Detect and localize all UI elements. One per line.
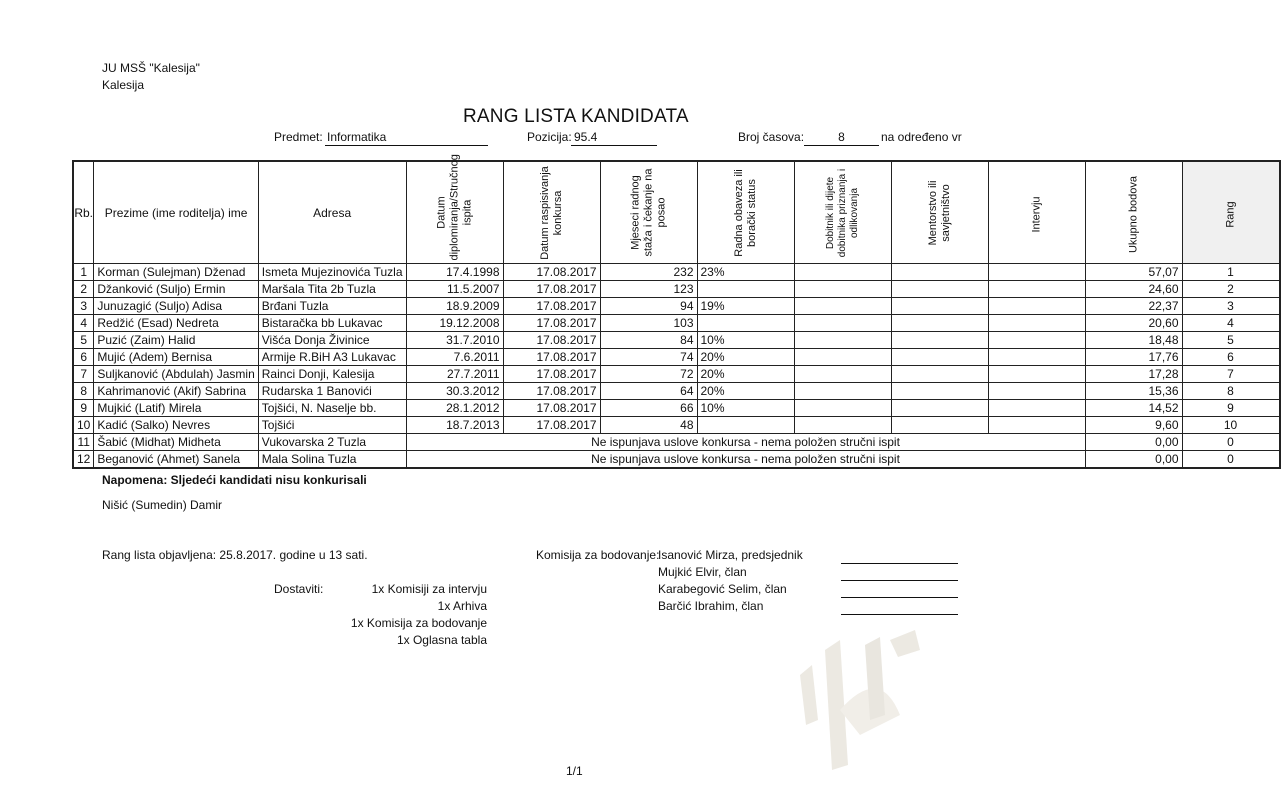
cell-radna-obaveza: 20% [697,349,794,366]
signature-line [841,597,958,598]
cell-name: Šabić (Midhat) Midheta [94,434,258,451]
cell-adresa: Armije R.BiH A3 Lukavac [258,349,406,366]
cell-datum-diplomiranja: 19.12.2008 [406,315,503,332]
col-rang [1182,161,1280,264]
table-row [73,315,1280,332]
cell-intervju [988,400,1085,417]
col-adresa: Adresa [258,161,406,264]
cell-name: Kahrimanović (Akif) Sabrina [94,383,258,400]
cell-name: Kadić (Salko) Nevres [94,417,258,434]
dostaviti-label: Dostaviti: [274,582,324,596]
employment-type-text: na određeno vr [881,130,962,144]
cell-adresa: Višća Donja Živinice [258,332,406,349]
watermark-logo [770,625,950,775]
cell-rb: 7 [73,366,94,383]
cell-mentorstvo [891,349,988,366]
cell-datum-konkursa: 17.08.2017 [503,400,600,417]
cell-adresa: Ismeta Mujezinovića Tuzla [258,264,406,281]
col-radna-obaveza-label: Radna obaveza ili borački status [732,168,758,257]
cell-mjeseci: 64 [600,383,697,400]
broj-casova-value: 8 [838,130,845,144]
cell-dobitnik [794,400,891,417]
cell-adresa: Mala Solina Tuzla [258,451,406,469]
cell-intervju [988,298,1085,315]
cell-rang: 9 [1182,400,1280,417]
cell-dobitnik [794,332,891,349]
cell-rang: 8 [1182,383,1280,400]
table-header-row [73,161,1280,264]
table-row [73,417,1280,434]
cell-name: Mujkić (Latif) Mirela [94,400,258,417]
cell-adresa: Tojšići, N. Naselje bb. [258,400,406,417]
col-radna-obaveza [697,161,794,264]
cell-rang: 2 [1182,281,1280,298]
cell-datum-konkursa: 17.08.2017 [503,298,600,315]
institution-city: Kalesija [102,78,145,92]
cell-mentorstvo [891,332,988,349]
cell-intervju [988,417,1085,434]
cell-mentorstvo [891,417,988,434]
cell-datum-diplomiranja: 18.9.2009 [406,298,503,315]
cell-adresa: Brđani Tuzla [258,298,406,315]
table-row [73,366,1280,383]
cell-adresa: Bistaračka bb Lukavac [258,315,406,332]
broj-casova-label: Broj časova: [738,130,805,144]
table-row-rejected [73,434,1280,451]
ranking-table [72,154,1281,469]
cell-ukupno: 0,00 [1085,451,1182,469]
col-datum-diplomiranja-label: Datum diplomiranja/Stručnog ispita [435,154,473,261]
cell-radna-obaveza: 10% [697,400,794,417]
predmet-value: Informatika [327,130,387,144]
institution-name: JU MSŠ "Kalesija" [102,61,200,75]
table-row [73,383,1280,400]
cell-mjeseci: 66 [600,400,697,417]
cell-radna-obaveza [697,281,794,298]
cell-datum-diplomiranja: 18.7.2013 [406,417,503,434]
signature-line [841,563,958,564]
col-dobitnik-label: Dobitnik ili dijete dobitnika priznanja i odlikovanja [824,168,860,257]
cell-datum-konkursa: 17.08.2017 [503,264,600,281]
cell-adresa: Maršala Tita 2b Tuzla [258,281,406,298]
cell-mentorstvo [891,264,988,281]
cell-intervju [988,264,1085,281]
cell-dobitnik [794,349,891,366]
cell-mjeseci: 84 [600,332,697,349]
table-row [73,332,1280,349]
cell-mjeseci: 94 [600,298,697,315]
cell-mentorstvo [891,315,988,332]
cell-intervju [988,315,1085,332]
cell-intervju [988,281,1085,298]
cell-mentorstvo [891,383,988,400]
table-row [73,349,1280,366]
table-row [73,298,1280,315]
cell-ukupno: 20,60 [1085,315,1182,332]
cell-ukupno: 22,37 [1085,298,1182,315]
cell-datum-konkursa: 17.08.2017 [503,332,600,349]
cell-rb: 4 [73,315,94,332]
komisija-member: Mujkić Elvir, član [658,565,747,579]
cell-radna-obaveza: 20% [697,366,794,383]
komisija-member: Barčić Ibrahim, član [658,599,764,613]
cell-rejection-note: Ne ispunjava uslove konkursa - nema položen stručni ispit [406,451,1085,469]
cell-mentorstvo [891,281,988,298]
cell-mjeseci: 232 [600,264,697,281]
cell-intervju [988,349,1085,366]
cell-rang: 4 [1182,315,1280,332]
cell-ukupno: 15,36 [1085,383,1182,400]
komisija-label: Komisija za bodovanje: [536,548,660,562]
predmet-underline [325,145,488,146]
cell-name: Suljkanović (Abdulah) Jasmin [94,366,258,383]
col-mentorstvo [891,161,988,264]
cell-radna-obaveza [697,417,794,434]
col-rang-label: Rang [1224,200,1236,228]
cell-dobitnik [794,417,891,434]
cell-datum-konkursa: 17.08.2017 [503,281,600,298]
cell-ukupno: 24,60 [1085,281,1182,298]
cell-radna-obaveza: 10% [697,332,794,349]
col-mjeseci [600,161,697,264]
col-mentorstvo-label: Mentorstvo ili savjetništvo [926,180,952,245]
pozicija-underline [571,145,657,146]
cell-rb: 9 [73,400,94,417]
cell-radna-obaveza: 19% [697,298,794,315]
cell-datum-diplomiranja: 17.4.1998 [406,264,503,281]
cell-datum-diplomiranja: 28.1.2012 [406,400,503,417]
col-ukupno [1085,161,1182,264]
cell-rang: 5 [1182,332,1280,349]
cell-rang: 3 [1182,298,1280,315]
cell-ukupno: 18,48 [1085,332,1182,349]
published-date: Rang lista objavljena: 25.8.2017. godine u 13 sati. [102,548,368,562]
cell-name: Beganović (Ahmet) Sanela [94,451,258,469]
cell-mjeseci: 103 [600,315,697,332]
cell-radna-obaveza [697,315,794,332]
page-title: RANG LISTA KANDIDATA [463,106,689,127]
cell-ukupno: 9,60 [1085,417,1182,434]
komisija-member: Isanović Mirza, predsjednik [658,548,803,562]
cell-ukupno: 14,52 [1085,400,1182,417]
col-datum-konkursa [503,161,600,264]
cell-mentorstvo [891,400,988,417]
cell-ukupno: 17,76 [1085,349,1182,366]
cell-adresa: Rainci Donji, Kalesija [258,366,406,383]
cell-rb: 8 [73,383,94,400]
cell-rb: 6 [73,349,94,366]
cell-datum-konkursa: 17.08.2017 [503,366,600,383]
col-intervju [988,161,1085,264]
cell-rb: 3 [73,298,94,315]
cell-rang: 10 [1182,417,1280,434]
broj-casova-underline [804,145,879,146]
cell-mjeseci: 48 [600,417,697,434]
page-number: 1/1 [566,764,583,778]
cell-adresa: Tojšići [258,417,406,434]
cell-datum-diplomiranja: 11.5.2007 [406,281,503,298]
cell-ukupno: 17,28 [1085,366,1182,383]
cell-rang: 0 [1182,451,1280,469]
dostaviti-item: 1x Oglasna tabla [396,633,487,647]
cell-rejection-note: Ne ispunjava uslove konkursa - nema položen stručni ispit [406,434,1085,451]
pozicija-value: 95.4 [574,130,598,144]
cell-intervju [988,383,1085,400]
cell-datum-konkursa: 17.08.2017 [503,349,600,366]
col-rb: Rb. [73,161,94,264]
cell-datum-konkursa: 17.08.2017 [503,315,600,332]
cell-datum-diplomiranja: 7.6.2011 [406,349,503,366]
col-datum-konkursa-label: Datum raspisivanja konkursa [538,165,564,260]
cell-ukupno: 57,07 [1085,264,1182,281]
cell-dobitnik [794,281,891,298]
cell-adresa: Rudarska 1 Banovići [258,383,406,400]
cell-mentorstvo [891,298,988,315]
cell-datum-konkursa: 17.08.2017 [503,417,600,434]
table-row [73,400,1280,417]
cell-rang: 0 [1182,434,1280,451]
col-dobitnik [794,161,891,264]
cell-name: Mujić (Adem) Bernisa [94,349,258,366]
cell-intervju [988,366,1085,383]
col-name: Prezime (ime roditelja) ime [94,161,258,264]
komisija-member: Karabegović Selim, član [658,582,787,596]
col-ukupno-label: Ukupno bodova [1127,175,1139,253]
cell-datum-diplomiranja: 31.7.2010 [406,332,503,349]
cell-name: Korman (Sulejman) Dženad [94,264,258,281]
cell-datum-diplomiranja: 27.7.2011 [406,366,503,383]
cell-rang: 1 [1182,264,1280,281]
cell-rb: 11 [73,434,94,451]
cell-dobitnik [794,366,891,383]
col-mjeseci-label: Mjeseci radnog staža i čekanje na posao [629,168,667,257]
cell-rb: 1 [73,264,94,281]
cell-dobitnik [794,298,891,315]
cell-rb: 5 [73,332,94,349]
cell-dobitnik [794,264,891,281]
cell-mjeseci: 74 [600,349,697,366]
cell-rb: 10 [73,417,94,434]
col-datum-diplomiranja [406,154,503,264]
napomena: Napomena: Sljedeći kandidati nisu konkurisali [102,473,367,487]
table-row [73,281,1280,298]
dostaviti-item: 1x Komisiji za intervju [371,582,487,596]
dostaviti-item: 1x Arhiva [437,599,487,613]
cell-rang: 7 [1182,366,1280,383]
predmet-label: Predmet: [274,130,323,144]
col-intervju-label: Intervju [1030,195,1042,233]
cell-name: Redžić (Esad) Nedreta [94,315,258,332]
cell-radna-obaveza: 20% [697,383,794,400]
cell-datum-konkursa: 17.08.2017 [503,383,600,400]
cell-name: Puzić (Zaim) Halid [94,332,258,349]
cell-rb: 2 [73,281,94,298]
table-row-rejected [73,451,1280,469]
signature-line [841,614,958,615]
cell-radna-obaveza: 23% [697,264,794,281]
pozicija-label: Pozicija: [527,130,572,144]
cell-adresa: Vukovarska 2 Tuzla [258,434,406,451]
signature-line [841,580,958,581]
cell-rb: 12 [73,451,94,469]
cell-name: Junuzagić (Suljo) Adisa [94,298,258,315]
table-row [73,264,1280,281]
cell-name: Džanković (Suljo) Ermin [94,281,258,298]
cell-mjeseci: 72 [600,366,697,383]
cell-dobitnik [794,315,891,332]
cell-ukupno: 0,00 [1085,434,1182,451]
not-applied-candidate: Nišić (Sumedin) Damir [102,498,223,512]
cell-rang: 6 [1182,349,1280,366]
cell-intervju [988,332,1085,349]
dostaviti-item: 1x Komisija za bodovanje [350,616,487,630]
cell-mentorstvo [891,366,988,383]
cell-datum-diplomiranja: 30.3.2012 [406,383,503,400]
cell-mjeseci: 123 [600,281,697,298]
cell-dobitnik [794,383,891,400]
